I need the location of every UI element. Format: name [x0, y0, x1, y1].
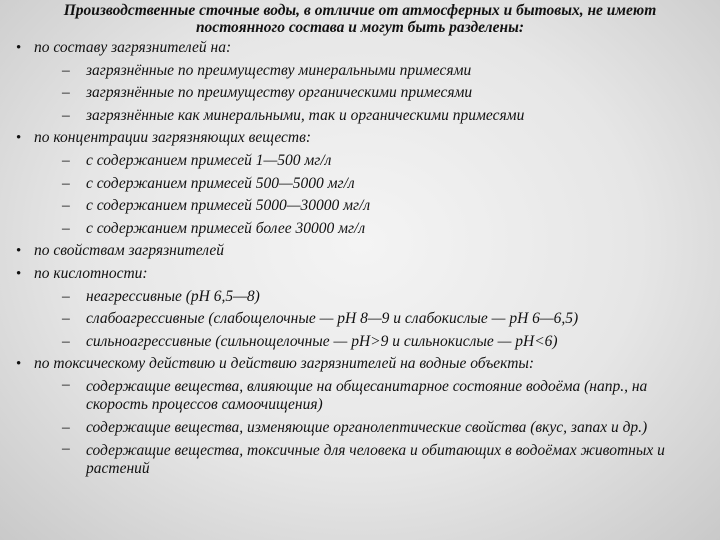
list-item: – с содержанием примесей более 30000 мг/л: [34, 218, 706, 241]
sublist: [34, 376, 706, 481]
section-label: по кислотности:: [34, 264, 148, 282]
list-item: – сильноагрессивные (сильнощелочные — pH>9 и сильнокислые — pH<6): [34, 331, 706, 354]
sublist: [34, 286, 706, 354]
list-item: – загрязнённые по преимуществу органическими примесями: [34, 82, 706, 105]
slide-title: Производственные сточные воды, в отличие от атмосферных и бытовых, не имеют постоянного состава и могут быть разделены:: [63, 2, 657, 36]
section-toxicity: [14, 353, 706, 480]
list-item: – с содержанием примесей 1—500 мг/л: [34, 150, 706, 173]
list-item: – загрязнённые как минеральными, так и органическими примесями: [34, 105, 706, 128]
section-acidity: [14, 263, 706, 353]
section-label: по концентрации загрязняющих веществ:: [34, 129, 312, 147]
sublist: [34, 150, 706, 240]
section-properties: [14, 240, 706, 263]
list-item: – содержащие вещества, токсичные для человека и обитающих в водоёмах животных и растений: [34, 440, 706, 481]
classification-list: [14, 37, 706, 481]
section-label: по составу загрязнителей на:: [34, 39, 232, 56]
list-item: – неагрессивные (pH 6,5—8): [34, 286, 706, 309]
list-item: – загрязнённые по преимуществу минеральными примесями: [34, 60, 706, 83]
list-item: – содержащие вещества, влияющие на общесанитарное состояние водоёма (напр., на скорость процессов самоочищения): [34, 376, 706, 417]
list-item: – с содержанием примесей 5000—30000 мг/л: [34, 195, 706, 218]
list-item: – содержащие вещества, изменяющие органолептические свойства (вкус, запах и др.): [34, 417, 706, 440]
section-label: по токсическому действию и действию загрязнителей на водные объекты:: [34, 355, 535, 373]
sublist: [34, 60, 706, 128]
section-label: по свойствам загрязнителей: [34, 242, 225, 260]
list-item: – слабоагрессивные (слабощелочные — pH 8—9 и слабокислые — pH 6—6,5): [34, 308, 706, 331]
section-concentration: [14, 127, 706, 240]
section-composition: [14, 37, 706, 127]
list-item: – с содержанием примесей 500—5000 мг/л: [34, 173, 706, 196]
